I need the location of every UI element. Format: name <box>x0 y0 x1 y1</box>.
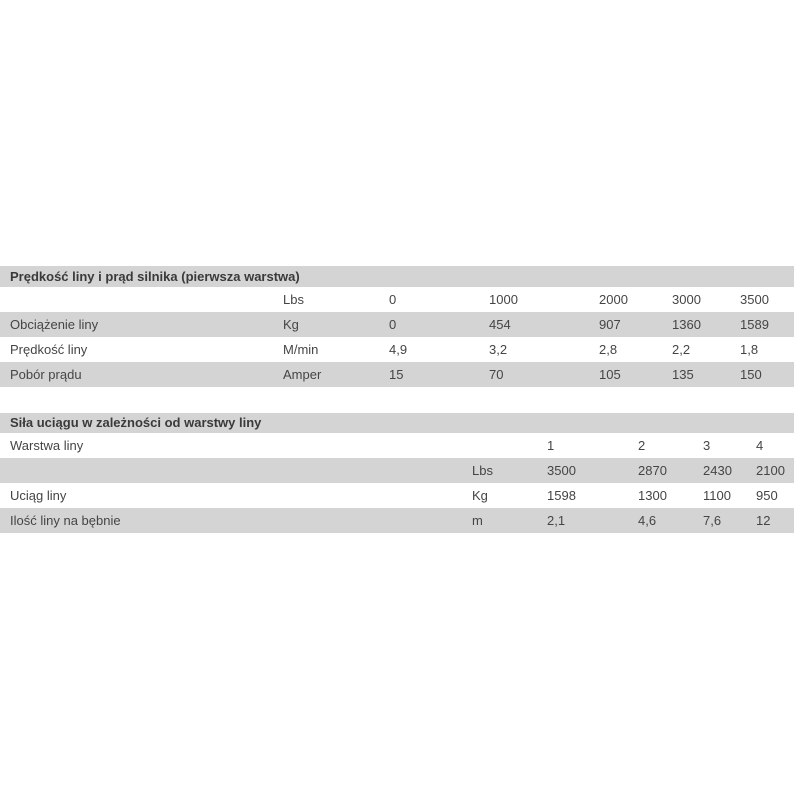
value-cell: 7,6 <box>703 513 722 528</box>
row-label: Obciążenie liny <box>10 317 99 332</box>
row-label: Warstwa liny <box>10 438 84 453</box>
row-label: Uciąg liny <box>10 488 67 503</box>
value-cell: 3000 <box>672 292 701 307</box>
table2-title: Siła uciągu w zależności od warstwy liny <box>0 413 794 433</box>
table-row <box>0 458 794 483</box>
table-pulling-force-by-rope-layer <box>0 413 794 533</box>
table1-title: Prędkość liny i prąd silnika (pierwsza warstwa) <box>0 266 794 287</box>
value-cell: 2,1 <box>547 513 566 528</box>
value-cell: 1100 <box>703 488 731 503</box>
unit-cell: Amper <box>283 367 322 382</box>
value-cell: 15 <box>389 367 404 382</box>
row-label: Prędkość liny <box>10 342 88 357</box>
table-rope-speed-and-motor-current <box>0 266 794 387</box>
value-cell: 907 <box>599 317 621 332</box>
value-cell: 2 <box>638 438 646 453</box>
value-cell: 0 <box>389 292 397 307</box>
table-row <box>0 337 794 362</box>
row-label: Ilość liny na bębnie <box>10 513 121 528</box>
value-cell: 4,9 <box>389 342 408 357</box>
value-cell: 3500 <box>740 292 769 307</box>
unit-cell <box>472 433 547 458</box>
row-label: Pobór prądu <box>10 367 82 382</box>
value-cell: 0 <box>389 317 397 332</box>
value-cell: 2,8 <box>599 342 618 357</box>
value-cell: 70 <box>489 367 504 382</box>
value-cell: 454 <box>489 317 511 332</box>
value-cell: 135 <box>672 367 694 382</box>
value-cell: 1300 <box>638 488 667 503</box>
value-cell: 2,2 <box>672 342 691 357</box>
value-cell: 1000 <box>489 292 518 307</box>
unit-cell: Kg <box>472 488 488 503</box>
table-row <box>0 508 794 533</box>
value-cell: 1360 <box>672 317 701 332</box>
value-cell: 12 <box>756 513 771 528</box>
unit-cell: m <box>472 513 483 528</box>
table-row <box>0 433 794 458</box>
unit-cell: Kg <box>283 317 299 332</box>
value-cell: 1589 <box>740 317 769 332</box>
value-cell: 3500 <box>547 463 576 478</box>
value-cell: 2100 <box>756 463 785 478</box>
value-cell: 105 <box>599 367 621 382</box>
value-cell: 3 <box>703 438 711 453</box>
value-cell: 150 <box>740 367 762 382</box>
row-label <box>0 458 472 483</box>
table-row <box>0 287 794 312</box>
value-cell: 950 <box>756 488 778 503</box>
value-cell: 1,8 <box>740 342 759 357</box>
value-cell: 3,2 <box>489 342 508 357</box>
unit-cell: Lbs <box>472 463 493 478</box>
value-cell: 4,6 <box>638 513 657 528</box>
table-row <box>0 483 794 508</box>
table-row <box>0 312 794 337</box>
value-cell: 2430 <box>703 463 732 478</box>
value-cell: 2000 <box>599 292 628 307</box>
table-row <box>0 362 794 387</box>
unit-cell: Lbs <box>283 292 304 307</box>
row-label <box>0 287 283 312</box>
value-cell: 2870 <box>638 463 667 478</box>
value-cell: 4 <box>756 438 764 453</box>
value-cell: 1 <box>547 438 555 453</box>
value-cell: 1598 <box>547 488 576 503</box>
unit-cell: M/min <box>283 342 319 357</box>
